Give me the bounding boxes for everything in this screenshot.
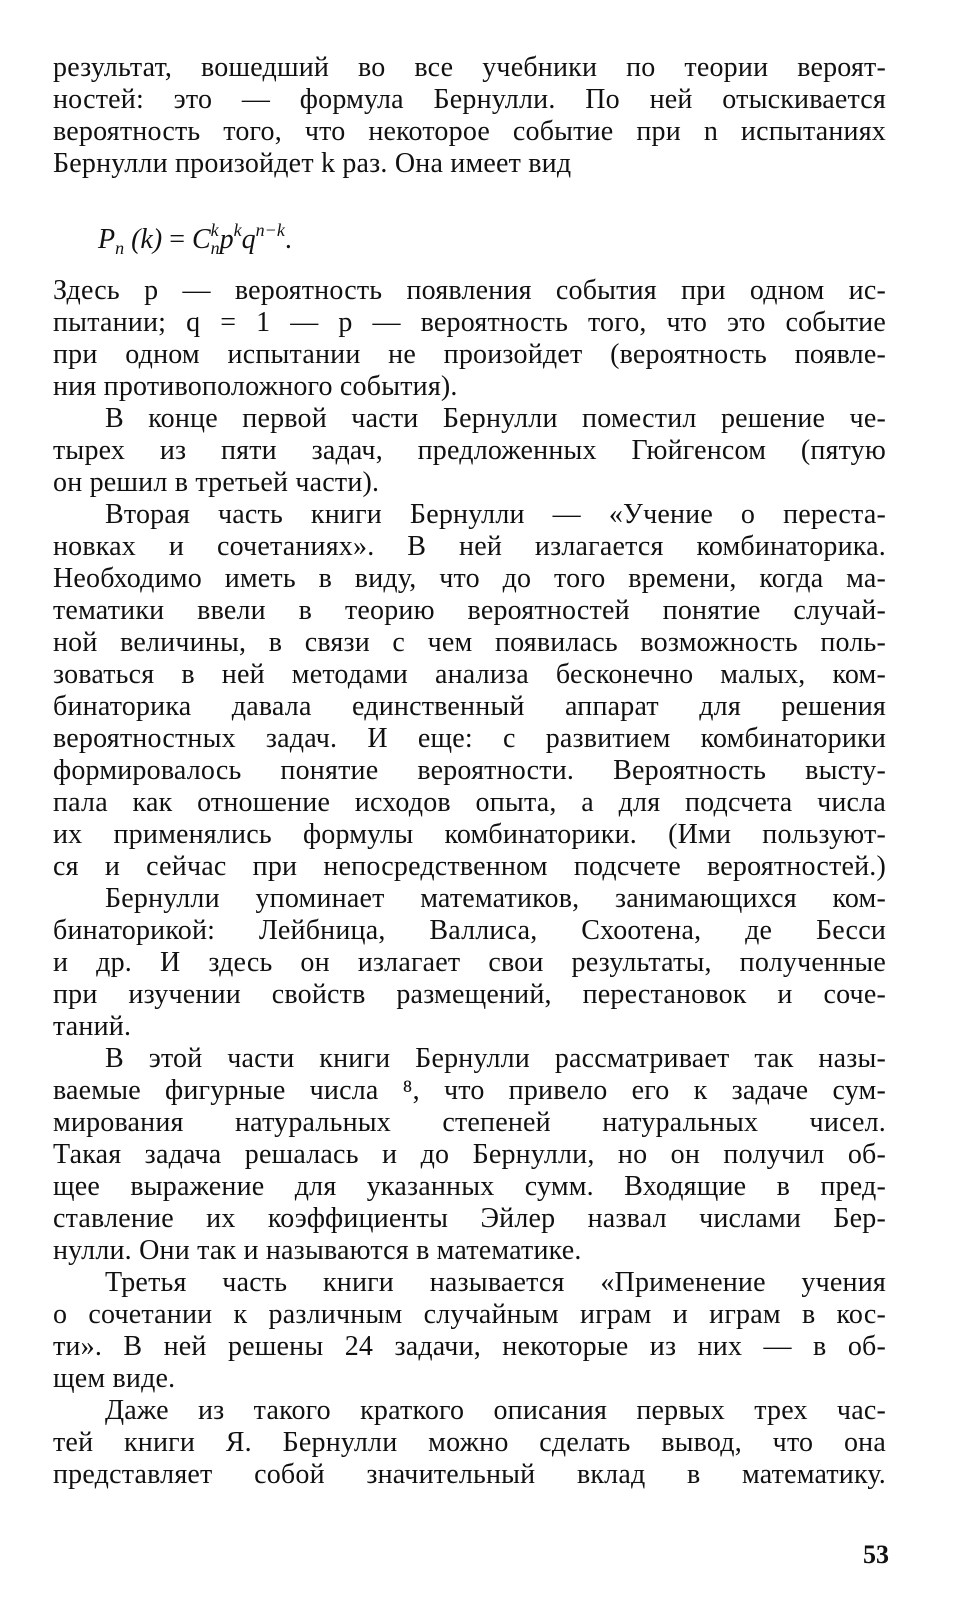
formula-p: P <box>98 224 116 255</box>
text-line: Бернулли произойдет k раз. Она имеет вид <box>53 148 572 179</box>
text-line: тей книги Я. Бернулли можно сделать вывод, что она <box>53 1427 886 1458</box>
text-line: нулли. Они так и называются в математике. <box>53 1235 582 1266</box>
text-line: о сочетании к различным случайным играм и играм в кос- <box>53 1299 886 1330</box>
formula-p-var: p <box>219 224 234 255</box>
text-line: В конце первой части Бернулли поместил решение че- <box>105 403 886 434</box>
bernoulli-formula <box>98 210 292 258</box>
text-line: представляет собой значительный вклад в математику. <box>53 1459 886 1490</box>
text-line: В этой части книги Бернулли рассматривает так назы- <box>105 1043 886 1074</box>
formula-end: . <box>284 224 292 255</box>
text-line: ся и сейчас при непосредственном подсчете вероятностей.) <box>53 851 886 882</box>
formula-c-sub: n <box>210 238 220 258</box>
text-line: ставление их коэффициенты Эйлер назвал числами Бер- <box>53 1203 886 1234</box>
formula-equals: = <box>169 224 185 255</box>
text-line: Такая задача решалась и до Бернулли, но он получил об- <box>53 1139 886 1170</box>
formula-c: C <box>191 224 211 255</box>
text-line: Необходимо иметь в виду, что до того времени, когда ма- <box>53 563 886 594</box>
text-line: ваемые фигурные числа ⁸, что привело его к задаче сум- <box>53 1075 886 1106</box>
text-line: щем виде. <box>53 1363 176 1394</box>
text-line: Бернулли упоминает математиков, занимающихся ком- <box>105 883 886 914</box>
text-line: пала как отношение исходов опыта, а для подсчета числа <box>53 787 886 818</box>
formula-q-var: q <box>241 224 256 255</box>
text-line: и др. И здесь он излагает свои результаты, полученные <box>53 947 886 978</box>
formula-q-sup: n−k <box>255 220 285 240</box>
text-line: бинаторика давала единственный аппарат для решения <box>53 691 886 722</box>
text-line: таний. <box>53 1011 132 1042</box>
text-line: вероятностных задач. И еще: с развитием комбинаторики <box>53 723 886 754</box>
text-line: результат, вошедший во все учебники по теории вероят- <box>53 52 886 83</box>
text-line: вероятность того, что некоторое событие при n испытаниях <box>53 116 886 147</box>
text-line: ностей: это — формула Бернулли. По ней отыскивается <box>53 84 886 115</box>
text-line: Даже из такого краткого описания первых трех час- <box>105 1395 886 1426</box>
formula-sub-n: n <box>115 238 125 258</box>
page-number: 53 <box>863 1540 889 1569</box>
text-line: Вторая часть книги Бернулли — «Учение о переста- <box>105 499 886 530</box>
text-line: бинаторикой: Лейбница, Валлиса, Схоотена, де Бесси <box>53 915 886 946</box>
formula-arg: (k) <box>131 224 163 255</box>
text-line: тырех из пяти задач, предложенных Гюйгенсом (пятую <box>53 435 886 466</box>
text-line: Здесь p — вероятность появления события при одном ис- <box>53 275 886 306</box>
text-line: при одном испытании не произойдет (вероятность появле- <box>53 339 886 370</box>
formula-p-sup: k <box>233 220 242 240</box>
formula-c-sup: k <box>210 220 219 240</box>
text-line: ной величины, в связи с чем появилась возможность поль- <box>53 627 886 658</box>
text-line: ния противоположного события). <box>53 371 458 402</box>
text-line: ти». В ней решены 24 задачи, некоторые из них — в об- <box>53 1331 886 1362</box>
text-line: щее выражение для указанных сумм. Входящие в пред- <box>53 1171 886 1202</box>
text-line: их применялись формулы комбинаторики. (Ими пользуют- <box>53 819 886 850</box>
text-line: пытании; q = 1 — p — вероятность того, что это событие <box>53 307 886 338</box>
text-line: Третья часть книги называется «Применение учения <box>105 1267 886 1298</box>
text-line: формировалось понятие вероятности. Вероятность высту- <box>53 755 886 786</box>
text-line: при изучении свойств размещений, перестановок и соче- <box>53 979 886 1010</box>
text-line: зоваться в ней методами анализа бесконечно малых, ком- <box>53 659 886 690</box>
text-line: тематики ввели в теорию вероятностей понятие случай- <box>53 595 886 626</box>
text-line: новках и сочетаниях». В ней излагается комбинаторика. <box>53 531 886 562</box>
text-line: мирования натуральных степеней натуральных чисел. <box>53 1107 886 1138</box>
text-line: он решил в третьей части). <box>53 467 380 498</box>
